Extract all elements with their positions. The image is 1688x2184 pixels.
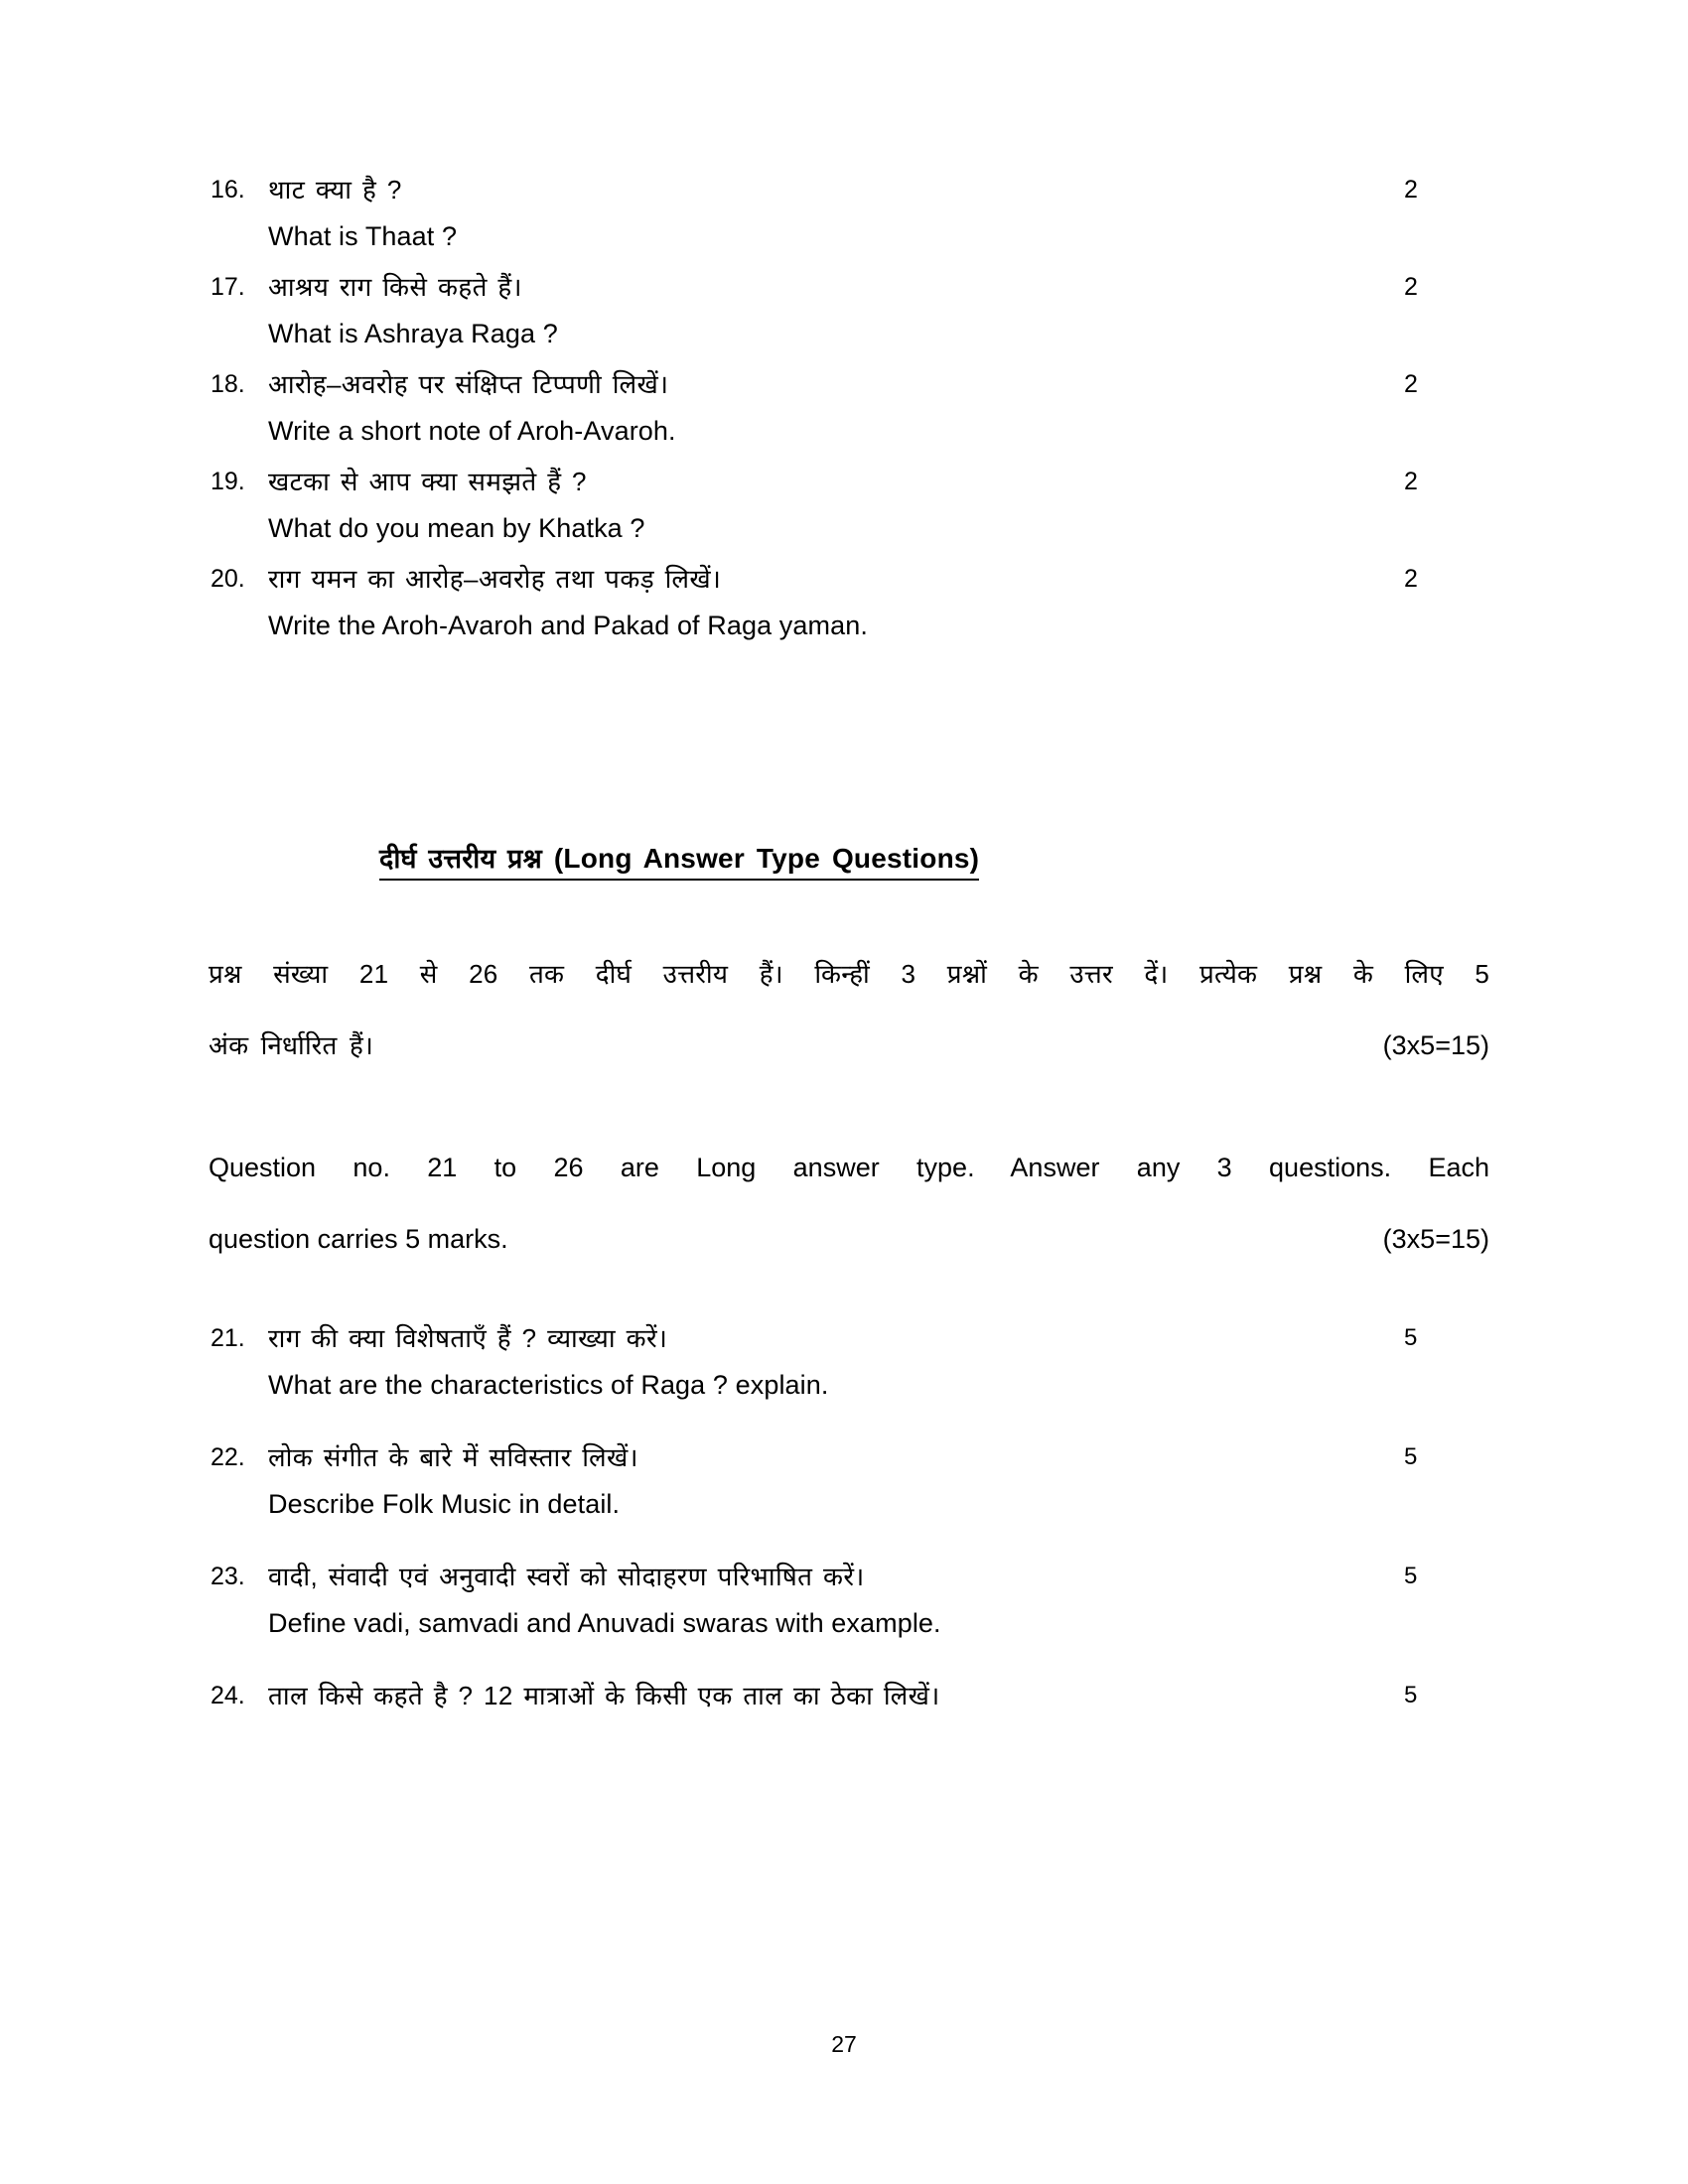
question-text-hindi: खटका से आप क्या समझते हैं ?	[268, 467, 587, 496]
instruction-marks-hindi: (3x5=15)	[1382, 1030, 1489, 1060]
question-marks: 5	[1404, 1324, 1418, 1351]
question-body	[268, 459, 1370, 552]
question-text-hindi: आरोह–अवरोह पर संक्षिप्त टिप्पणी लिखें।	[268, 369, 669, 399]
question-row	[159, 1434, 1489, 1528]
question-marks: 5	[1404, 1563, 1418, 1589]
instructions-english	[209, 1132, 1489, 1275]
question-row	[159, 1554, 1489, 1647]
long-answer-question-list	[159, 1315, 1489, 1718]
instruction-line	[209, 1203, 1489, 1275]
question-row	[159, 1673, 1489, 1718]
question-item	[159, 361, 1489, 455]
question-number: 20.	[211, 565, 245, 593]
question-body	[268, 1673, 1370, 1718]
question-number: 21.	[211, 1324, 245, 1352]
question-item	[159, 1554, 1489, 1647]
short-answer-question-list	[159, 167, 1489, 649]
instruction-text-hindi-line2: अंक निर्धारित हैं।	[209, 1030, 374, 1060]
question-number: 22.	[211, 1443, 245, 1471]
question-marks: 2	[1404, 370, 1418, 398]
section-heading-english: (Long Answer Type Questions)	[553, 843, 980, 874]
question-text-english: What are the characteristics of Raga ? explain.	[268, 1370, 829, 1400]
question-body	[268, 167, 1370, 260]
section-heading-hindi: दीर्घ उत्तरीय प्रश्न	[379, 844, 542, 874]
question-text-hindi: ताल किसे कहते है ? 12 मात्राओं के किसी एक ताल का ठेका लिखें।	[268, 1681, 940, 1710]
question-text-hindi: थाट क्या है ?	[268, 175, 402, 205]
question-number: 16.	[211, 176, 245, 204]
question-body	[268, 1434, 1370, 1528]
question-row	[159, 1315, 1489, 1409]
question-item	[159, 264, 1489, 357]
question-text-english: What is Ashraya Raga ?	[268, 319, 558, 348]
instructions-hindi	[209, 938, 1489, 1081]
question-text-hindi: राग यमन का आरोह–अवरोह तथा पकड़ लिखें।	[268, 564, 722, 594]
instruction-line	[209, 1132, 1489, 1203]
question-number: 18.	[211, 370, 245, 398]
question-number: 23.	[211, 1563, 245, 1590]
question-marks: 2	[1404, 565, 1418, 593]
question-body	[268, 1315, 1370, 1409]
instruction-text-english-line1: Question no. 21 to 26 are Long answer type. Answer any 3 questions. Each	[209, 1153, 1489, 1182]
question-text-english: Write the Aroh-Avaroh and Pakad of Raga yaman.	[268, 611, 868, 640]
question-marks: 2	[1404, 468, 1418, 495]
question-text-english: What is Thaat ?	[268, 221, 458, 251]
question-marks: 5	[1404, 1443, 1418, 1470]
question-text-english: Define vadi, samvadi and Anuvadi swaras with example.	[268, 1608, 941, 1638]
instruction-line	[209, 938, 1489, 1010]
question-text-english: What do you mean by Khatka ?	[268, 513, 645, 543]
question-number: 17.	[211, 273, 245, 301]
page-number: 27	[831, 2031, 857, 2057]
question-marks: 2	[1404, 273, 1418, 301]
question-item	[159, 1315, 1489, 1409]
instruction-text-english-line2: question carries 5 marks.	[209, 1224, 508, 1254]
instruction-line	[209, 1010, 1489, 1081]
instruction-text-hindi-line1: प्रश्न संख्या 21 से 26 तक दीर्घ उत्तरीय हैं। किन्हीं 3 प्रश्नों के उत्तर दें। प्रत्येक प्रश्न के लिए 5	[209, 959, 1489, 989]
question-body	[268, 264, 1370, 357]
question-item	[159, 1673, 1489, 1718]
question-marks: 5	[1404, 1682, 1418, 1708]
question-body	[268, 361, 1370, 455]
instruction-marks-english: (3x5=15)	[1382, 1224, 1489, 1254]
question-item	[159, 1434, 1489, 1528]
question-item	[159, 459, 1489, 552]
question-text-hindi: आश्रय राग किसे कहते हैं।	[268, 272, 522, 302]
question-marks: 2	[1404, 176, 1418, 204]
question-item	[159, 167, 1489, 260]
question-item	[159, 556, 1489, 649]
section-heading	[379, 839, 979, 881]
question-number: 19.	[211, 468, 245, 495]
question-text-hindi: लोक संगीत के बारे में सविस्तार लिखें।	[268, 1442, 638, 1472]
question-number: 24.	[211, 1682, 245, 1709]
question-body	[268, 556, 1370, 649]
question-text-hindi: राग की क्या विशेषताएँ हैं ? व्याख्या करें।	[268, 1323, 668, 1353]
question-text-hindi: वादी, संवादी एवं अनुवादी स्वरों को सोदाहरण परिभाषित करें।	[268, 1562, 865, 1591]
question-text-english: Write a short note of Aroh-Avaroh.	[268, 416, 676, 446]
question-body	[268, 1554, 1370, 1647]
question-text-english: Describe Folk Music in detail.	[268, 1489, 621, 1519]
